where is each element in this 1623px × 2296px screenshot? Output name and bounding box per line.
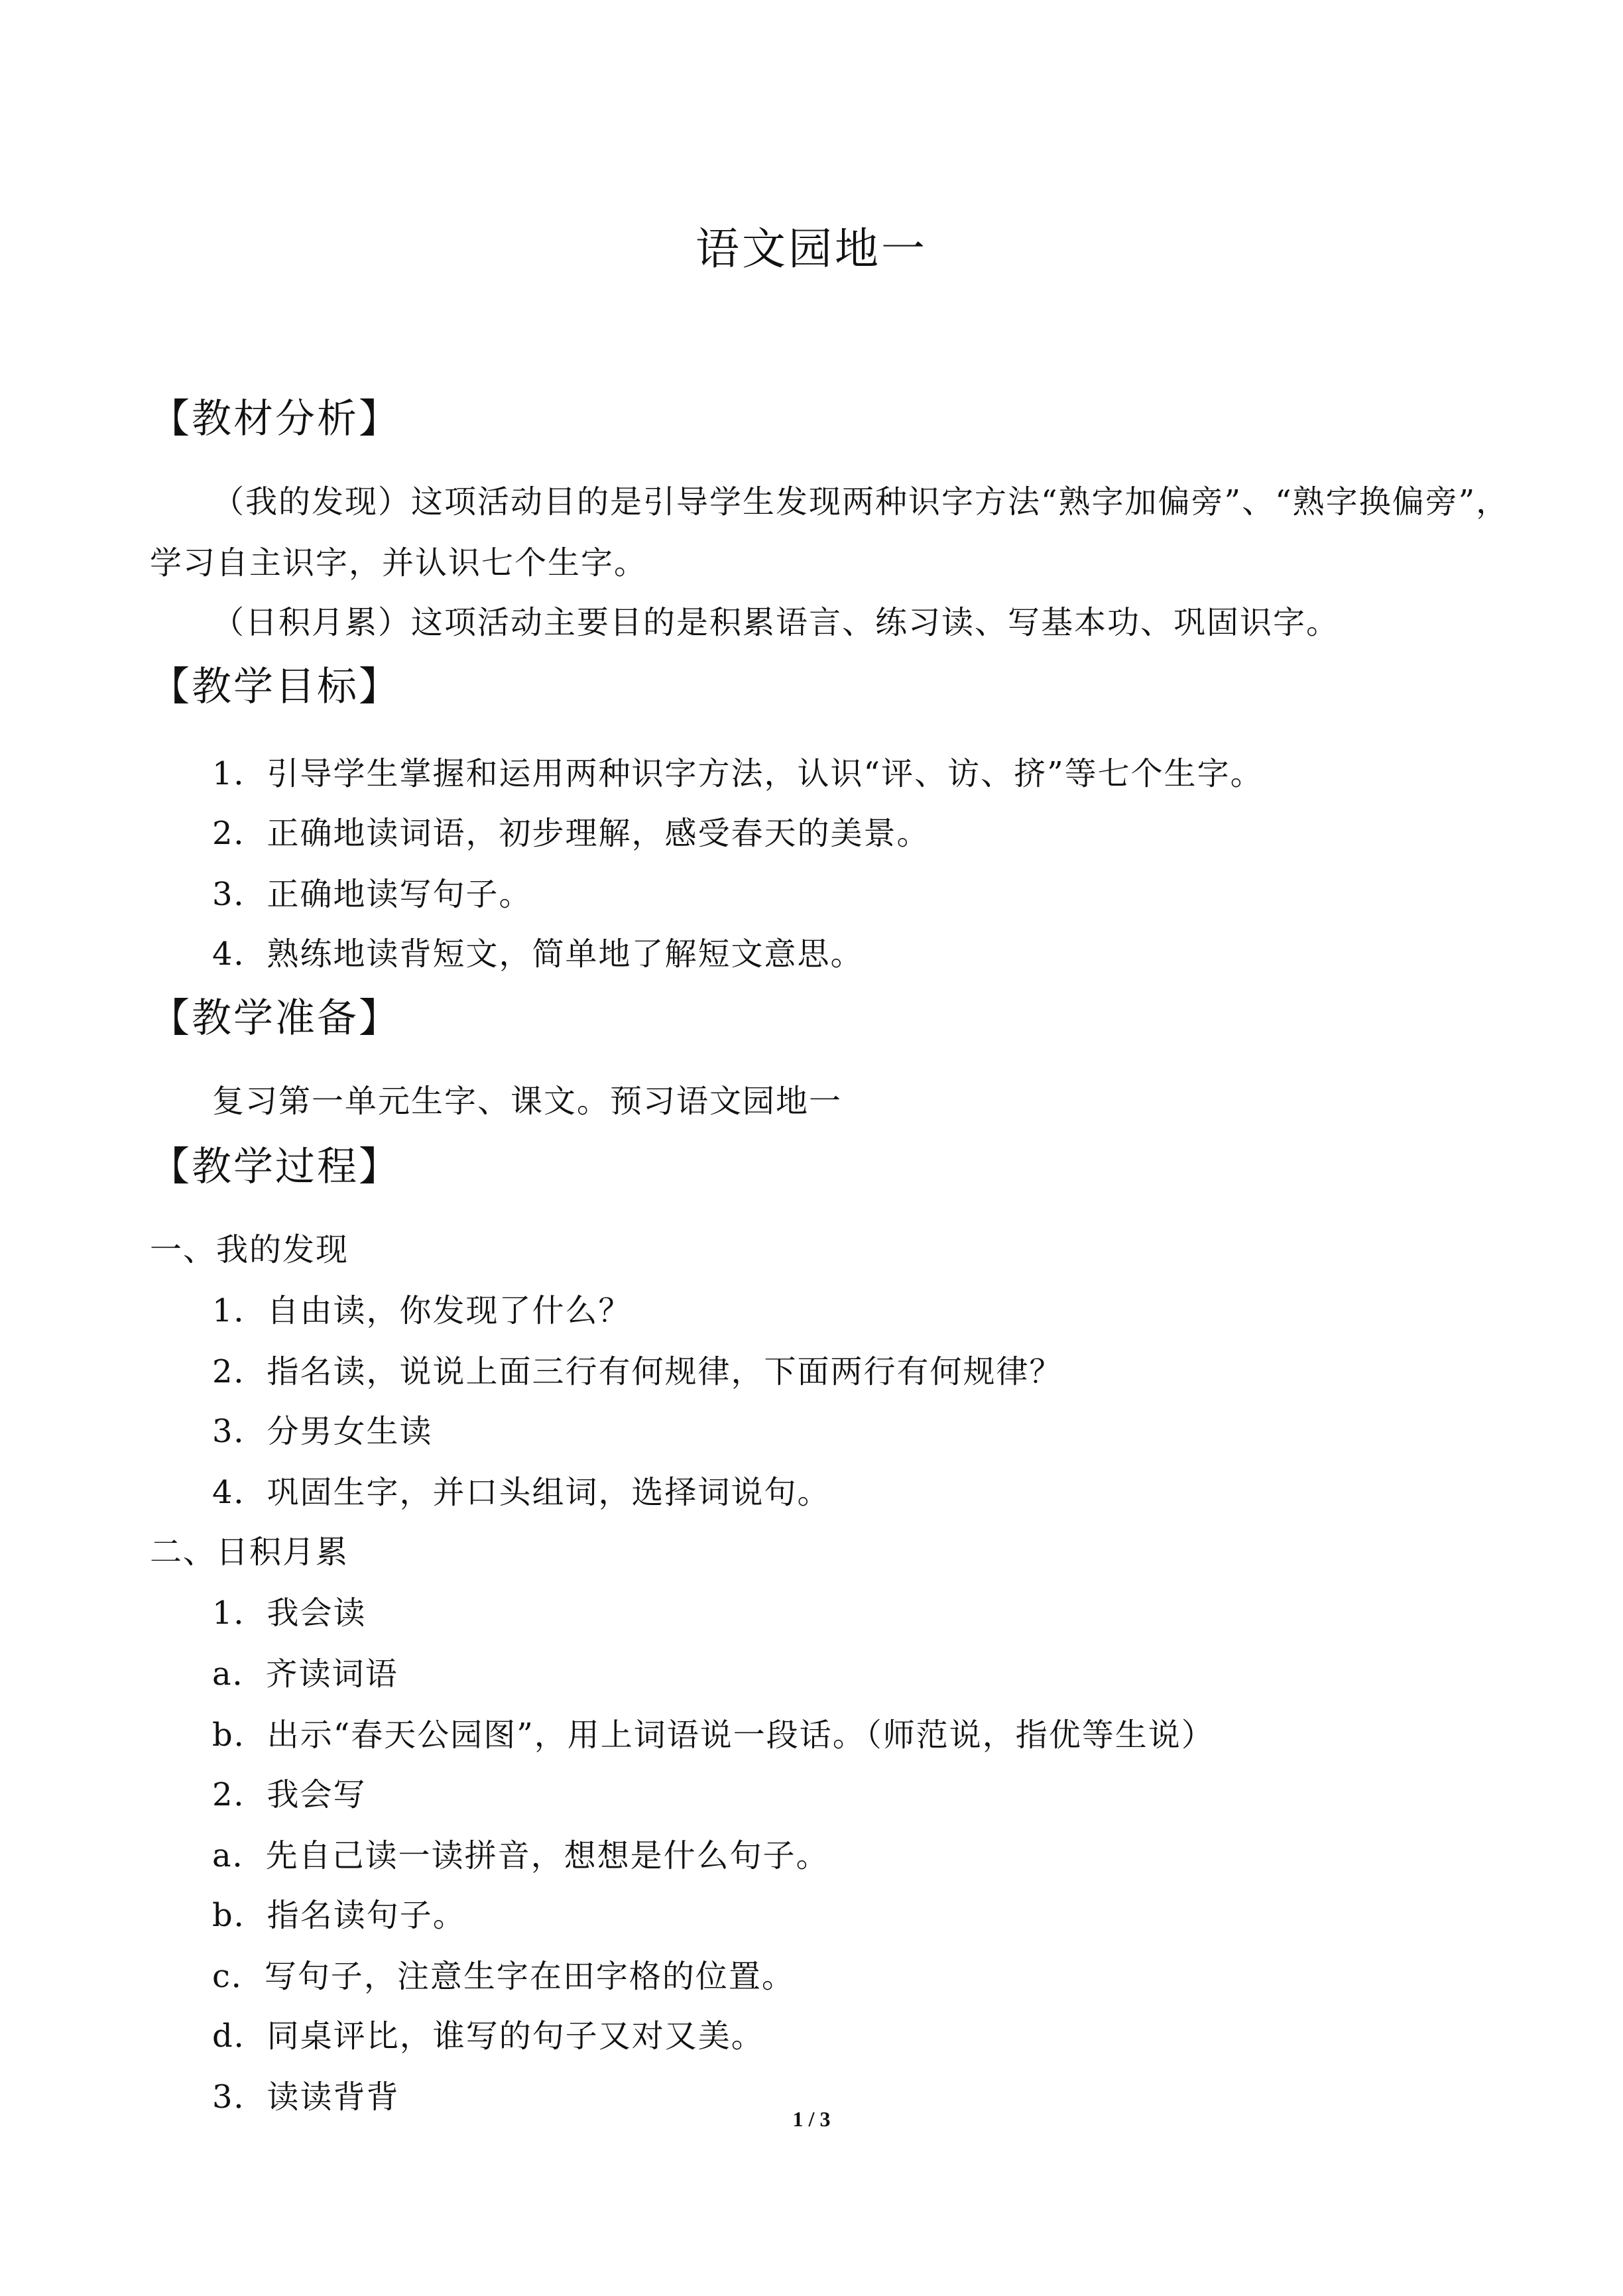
process-item: 1．我会读 [212,1595,367,1632]
process-part-1-heading: 一、我的发现 [150,1231,349,1268]
page-title: 语文园地一 [695,223,928,274]
analysis-paragraph-1-line-2: 学习自主识字，并认识七个生字。 [150,544,648,581]
process-item: d．同桌评比，谁写的句子又对又美。 [212,2018,764,2055]
analysis-paragraph-1-line-1: （我的发现）这项活动目的是引导学生发现两种识字方法“熟字加偏旁”、“熟字换偏旁”， [212,483,1510,520]
page-number: 1 / 3 [792,2107,831,2131]
process-item: 2．指名读，说说上面三行有何规律，下面两行有何规律？ [212,1353,1063,1390]
goal-item: 4．熟练地读背短文，简单地了解短文意思。 [212,936,864,973]
section-heading-prep: 【教学准备】 [150,995,400,1042]
process-item: 3．读读背背 [212,2079,400,2116]
section-heading-process: 【教学过程】 [150,1144,400,1190]
process-item: 2．我会写 [212,1776,367,1813]
process-item: 1．自由读，你发现了什么？ [212,1292,632,1329]
analysis-paragraph-2: （日积月累）这项活动主要目的是积累语言、练习读、写基本功、巩固识字。 [212,604,1340,641]
process-item: 3．分男女生读 [212,1413,433,1450]
process-item: b．指名读句子。 [212,1897,466,1934]
prep-text: 复习第一单元生字、课文。预习语文园地一 [212,1083,843,1120]
process-item: c．写句子，注意生字在田字格的位置。 [212,1958,795,1995]
process-item: a．齐读词语 [212,1656,398,1693]
process-item: 4．巩固生字，并口头组词，选择词说句。 [212,1474,831,1511]
section-heading-goals: 【教学目标】 [150,664,400,710]
process-part-2-heading: 二、日积月累 [150,1534,349,1571]
goal-item: 2．正确地读词语，初步理解，感受春天的美景。 [212,815,930,852]
goal-item: 1．引导学生掌握和运用两种识字方法，认识“评、访、挤”等七个生字。 [212,755,1264,792]
section-heading-analysis: 【教材分析】 [150,396,400,442]
process-item: b．出示“春天公园图”，用上词语说一段话。（师范说，指优等生说） [212,1717,1215,1754]
goal-item: 3．正确地读写句子。 [212,876,532,913]
process-item: a．先自己读一读拼音，想想是什么句子。 [212,1837,829,1874]
